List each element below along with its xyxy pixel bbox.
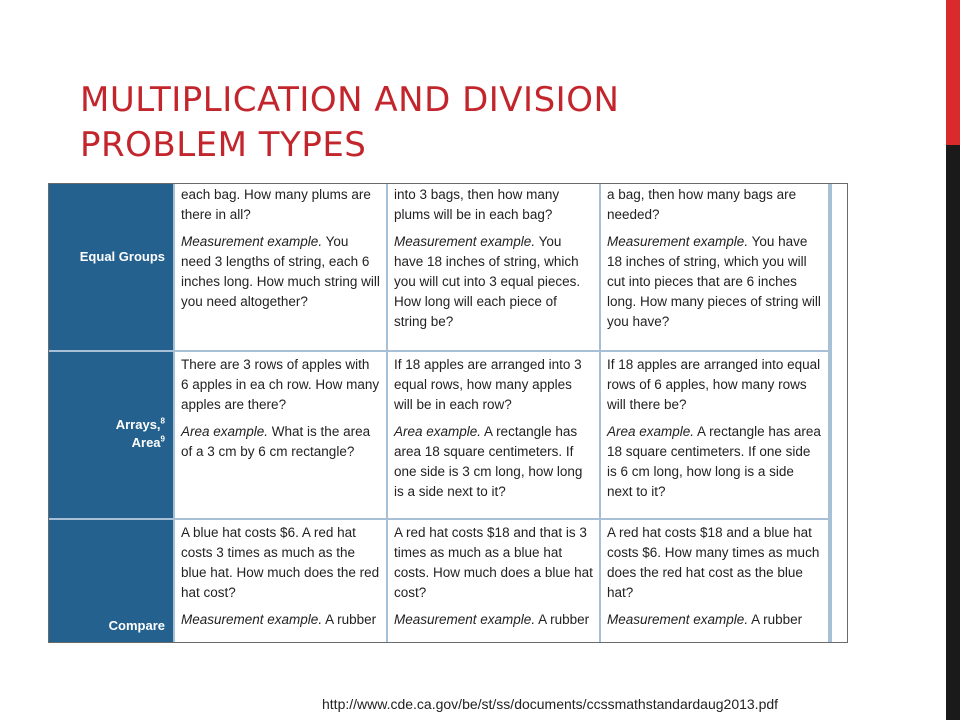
row-divider	[49, 518, 828, 520]
table-cell	[175, 355, 386, 469]
table-cell	[175, 185, 386, 319]
row-label-arrays-area	[116, 416, 165, 452]
footnote-9: 9	[160, 434, 165, 444]
accent-bar-black	[946, 145, 960, 720]
table-cell	[388, 185, 599, 339]
cell-example	[607, 232, 822, 332]
cell-text: each bag. How many plums are there in all?	[181, 187, 371, 222]
example-text: A rubber	[322, 612, 377, 627]
example-label: Measurement example.	[181, 612, 323, 627]
example-text: You have 18 inches of string, which you will cut into pieces that are 6 inches long. How many pieces of string will you have?	[607, 234, 821, 329]
table-right-border	[828, 184, 832, 642]
cell-text: A red hat costs $18 and a blue hat costs $6. How many times as much does the red hat cost as the blue hat?	[607, 525, 820, 600]
example-label: Area example.	[394, 424, 482, 439]
source-citation-link[interactable]: http://www.cde.ca.gov/be/st/ss/documents/ccssmathstandardaug2013.pdf	[322, 696, 779, 712]
table-cell	[388, 523, 599, 637]
cell-example	[394, 232, 593, 332]
cell-text: If 18 apples are arranged into equal rows of 6 apples, how many rows will there be?	[607, 357, 821, 412]
table-cell	[601, 355, 828, 509]
table-cell	[388, 355, 599, 509]
table-cell	[601, 523, 828, 637]
cell-text: There are 3 rows of apples with 6 apples in ea ch row. How many apples are there?	[181, 357, 380, 412]
example-label: Measurement example.	[607, 612, 749, 627]
cell-example	[607, 422, 822, 502]
cell-text: A red hat costs $18 and that is 3 times as much as a blue hat costs. How much does a blue hat cost?	[394, 525, 593, 600]
cell-example	[394, 422, 593, 502]
example-label: Area example.	[181, 424, 269, 439]
row-header-column	[49, 184, 173, 642]
example-label: Measurement example.	[394, 234, 536, 249]
slide-title-line-2: PROBLEM TYPES	[80, 125, 367, 165]
cell-example	[181, 232, 380, 312]
accent-bar-red	[946, 0, 960, 145]
slide-title	[80, 78, 780, 168]
example-text: You have 18 inches of string, which you will cut into 3 equal pieces. How long will each piece of string be?	[394, 234, 581, 329]
row-label-area: Area	[131, 435, 161, 450]
example-label: Measurement example.	[181, 234, 323, 249]
cell-text: a bag, then how many bags are needed?	[607, 187, 797, 222]
cell-example	[181, 422, 380, 462]
example-label: Measurement example.	[394, 612, 536, 627]
example-label: Measurement example.	[607, 234, 749, 249]
row-label-arrays: Arrays,	[115, 417, 161, 432]
example-text: A rubber	[748, 612, 803, 627]
problem-types-table	[48, 183, 848, 643]
cell-example	[181, 610, 380, 630]
row-label-equal-groups: Equal Groups	[79, 249, 165, 264]
row-divider	[49, 350, 828, 352]
example-text: What is the area of a 3 cm by 6 cm rectangle?	[181, 424, 371, 459]
footnote-8: 8	[160, 416, 165, 426]
example-text: A rectangle has area 18 square centimeters. If one side is 3 cm long, how long is a side next to it?	[394, 424, 583, 499]
cell-example	[394, 610, 593, 630]
example-text: You need 3 lengths of string, each 6 inches long. How much string will you need altogether?	[181, 234, 380, 309]
table-cell	[601, 185, 828, 339]
cell-text: If 18 apples are arranged into 3 equal rows, how many apples will be in each row?	[394, 357, 582, 412]
row-label-compare: Compare	[108, 618, 165, 633]
example-text: A rubber	[535, 612, 590, 627]
example-label: Area example.	[607, 424, 695, 439]
example-text: A rectangle has area 18 square centimeters. If one side is 6 cm long, how long is a side next to it?	[607, 424, 821, 499]
cell-text: A blue hat costs $6. A red hat costs 3 times as much as the blue hat. How much does the red hat cost?	[181, 525, 380, 600]
slide-title-line-1: MULTIPLICATION AND DIVISION	[80, 80, 620, 120]
cell-text: into 3 bags, then how many plums will be in each bag?	[394, 187, 560, 222]
cell-example	[607, 610, 822, 630]
table-cell	[175, 523, 386, 637]
